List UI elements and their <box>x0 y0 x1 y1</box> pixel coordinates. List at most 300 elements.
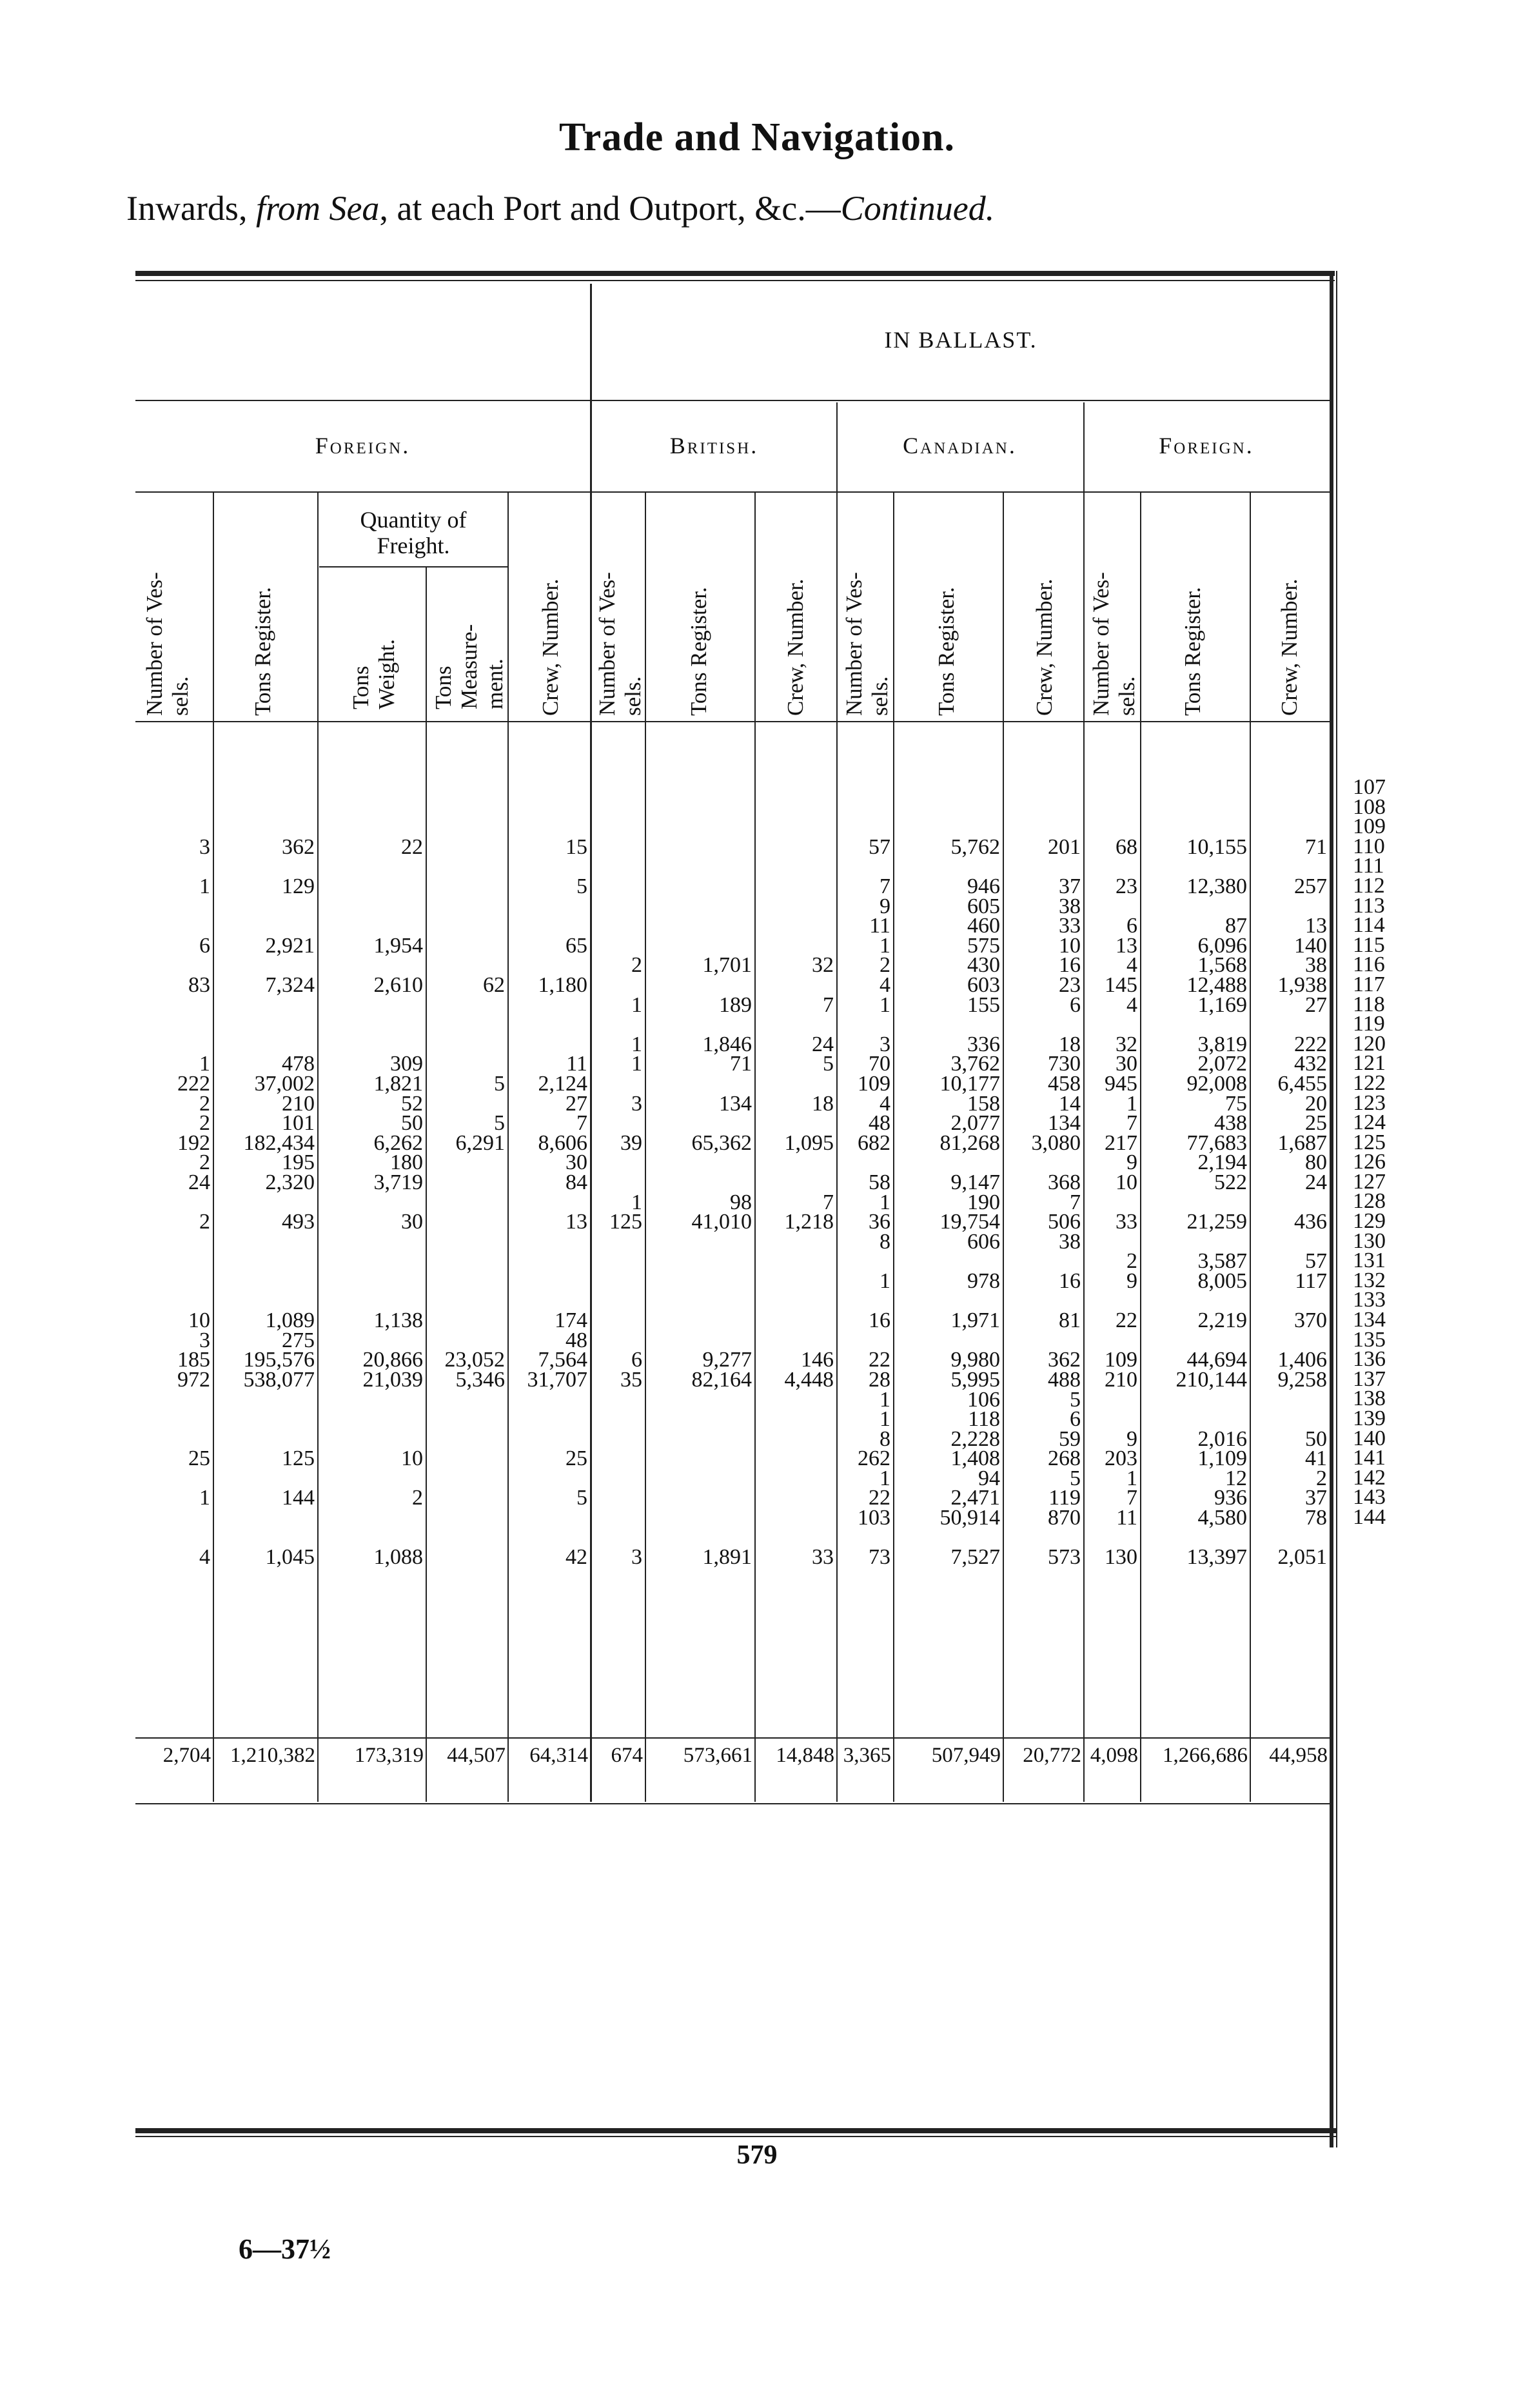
table-cell: 195,576 <box>243 1348 315 1372</box>
total-cell: 507,949 <box>931 1743 1001 1767</box>
table-cell <box>319 916 427 936</box>
table-cell: 58 <box>869 1170 890 1194</box>
table-cell: 8,606 <box>538 1130 587 1155</box>
row-number: 140 <box>1353 1426 1386 1450</box>
table-cell <box>427 1272 509 1292</box>
table-cell: 109 <box>858 1072 890 1096</box>
table-cell: 2 <box>1316 1466 1327 1490</box>
table-row <box>132 1252 1331 1272</box>
table-cell: 158 <box>967 1091 1000 1116</box>
table-cell <box>509 995 591 1015</box>
row-number: 142 <box>1353 1465 1386 1490</box>
table-cell: 432 <box>1294 1052 1327 1076</box>
row-number: 135 <box>1353 1327 1386 1352</box>
table-cell: 4 <box>199 1545 210 1570</box>
table-cell: 210 <box>1105 1367 1137 1392</box>
row-number: 118 <box>1353 992 1385 1016</box>
table-cell: 6,291 <box>455 1130 505 1155</box>
table-cell <box>591 1390 646 1410</box>
table-cell: 3,762 <box>950 1052 1000 1076</box>
table-cell: 32 <box>812 953 834 978</box>
table-cell <box>646 1232 756 1252</box>
table-cell: 275 <box>282 1328 315 1352</box>
table-cell: 257 <box>1294 874 1327 899</box>
row-number: 138 <box>1353 1387 1386 1411</box>
table-cell <box>132 1252 214 1272</box>
subtitle-prefix: Inwards, <box>126 189 256 228</box>
table-cell: 50 <box>401 1111 423 1136</box>
table-cell <box>427 1212 509 1232</box>
table-cell: 370 <box>1294 1308 1327 1333</box>
table-cell <box>214 896 319 916</box>
table-cell <box>591 916 646 936</box>
table-cell: 682 <box>858 1130 890 1155</box>
table-cell: 9 <box>1126 1268 1137 1293</box>
row-number: 113 <box>1353 893 1385 918</box>
table-cell: 4,448 <box>784 1367 834 1392</box>
table-cell <box>427 995 509 1015</box>
table-cell: 606 <box>967 1229 1000 1254</box>
total-cell: 573,661 <box>683 1743 752 1767</box>
freight-rule <box>319 566 507 567</box>
row-number: 121 <box>1353 1051 1386 1076</box>
table-cell <box>838 818 894 838</box>
table-cell: 978 <box>967 1268 1000 1293</box>
row-number: 129 <box>1353 1209 1386 1234</box>
table-cell <box>1251 818 1331 838</box>
table-cell: 1,088 <box>373 1545 423 1570</box>
table-cell <box>427 1449 509 1469</box>
table-cell: 2 <box>199 1111 210 1136</box>
total-cell: 64,314 <box>529 1743 588 1767</box>
table-cell: 37,002 <box>254 1072 315 1096</box>
table-cell <box>591 1291 646 1311</box>
table-cell: 33 <box>1059 914 1081 938</box>
table-cell: 98 <box>730 1190 752 1214</box>
table-cell: 460 <box>967 914 1000 938</box>
table-cell: 19,754 <box>939 1210 1000 1234</box>
table-cell: 1 <box>631 1032 642 1056</box>
table-cell: 2,610 <box>373 973 423 998</box>
table-cell <box>427 838 509 858</box>
table-cell <box>756 1390 838 1410</box>
table-cell: 268 <box>1048 1446 1081 1471</box>
row-number: 133 <box>1353 1288 1386 1312</box>
table-cell: 23,052 <box>444 1348 505 1372</box>
table-cell: 106 <box>967 1387 1000 1412</box>
table-cell: 5,995 <box>950 1367 1000 1392</box>
table-cell <box>427 1232 509 1252</box>
table-cell: 9 <box>1126 1426 1137 1451</box>
table-cell: 2,124 <box>538 1072 587 1096</box>
table-cell: 5,346 <box>455 1367 505 1392</box>
table-cell: 9,147 <box>950 1170 1000 1194</box>
table-cell <box>1141 1410 1251 1430</box>
table-cell <box>1251 1015 1331 1035</box>
row-number: 141 <box>1353 1446 1386 1470</box>
table-cell <box>646 1429 756 1449</box>
table-cell: 28 <box>869 1367 890 1392</box>
table-cell: 13 <box>565 1210 587 1234</box>
table-cell: 30 <box>1116 1052 1137 1076</box>
table-cell <box>756 1311 838 1331</box>
col-label-crew: Crew, Number. <box>538 578 563 716</box>
table-cell: 7 <box>823 992 834 1017</box>
totals-bottom-rule <box>135 1803 1330 1804</box>
table-cell <box>894 1015 1004 1035</box>
table-cell <box>427 1390 509 1410</box>
row-number: 137 <box>1353 1367 1386 1391</box>
table-cell: 38 <box>1059 894 1081 918</box>
table-cell: 134 <box>1048 1111 1081 1136</box>
table-cell: 6 <box>1070 1407 1081 1432</box>
table-cell: 3 <box>631 1545 642 1570</box>
table-cell: 9 <box>1126 1150 1137 1175</box>
table-cell: 84 <box>565 1170 587 1194</box>
table-cell: 65,362 <box>691 1130 752 1155</box>
table-cell <box>427 1548 509 1568</box>
table-cell: 11 <box>1116 1506 1137 1530</box>
row-number: 125 <box>1353 1130 1386 1154</box>
table-cell: 201 <box>1048 834 1081 859</box>
table-cell: 222 <box>1294 1032 1327 1056</box>
table-cell: 1 <box>880 1268 890 1293</box>
table-cell: 1,891 <box>702 1545 752 1570</box>
table-cell: 5 <box>494 1072 505 1096</box>
table-cell: 2 <box>199 1210 210 1234</box>
table-cell <box>646 818 756 838</box>
table-cell: 3,819 <box>1197 1032 1247 1056</box>
table-cell: 1,701 <box>702 953 752 978</box>
row-number: 108 <box>1353 794 1386 819</box>
table-cell <box>1251 1410 1331 1430</box>
table-cell: 37 <box>1305 1486 1327 1510</box>
table-row <box>132 1449 1331 1469</box>
table-cell: 9,258 <box>1277 1367 1327 1392</box>
table-cell: 50,914 <box>939 1506 1000 1530</box>
table-cell: 3 <box>199 1328 210 1352</box>
col-label-tons-register-canadian: Tons Register. <box>934 587 959 716</box>
table-cell <box>509 1390 591 1410</box>
table-cell: 182,434 <box>243 1130 315 1155</box>
table-cell: 222 <box>177 1072 210 1096</box>
row-number: 144 <box>1353 1505 1386 1529</box>
totals-row <box>132 1741 1331 1770</box>
table-row <box>132 1232 1331 1252</box>
table-cell <box>214 818 319 838</box>
table-cell: 7 <box>1126 1111 1137 1136</box>
col-label-tons-register-british: Tons Register. <box>686 587 711 716</box>
signature-mark: 6—37½ <box>239 2233 331 2265</box>
table-cell <box>591 1469 646 1489</box>
totals-rule <box>135 1737 1330 1739</box>
table-row <box>132 1272 1331 1292</box>
table-cell: 185 <box>177 1348 210 1372</box>
table-cell: 2,921 <box>265 933 315 958</box>
table-cell <box>427 1173 509 1193</box>
table-cell: 13 <box>1116 933 1137 958</box>
table-cell <box>509 1272 591 1292</box>
data-table <box>132 818 1331 1568</box>
table-cell <box>591 1272 646 1292</box>
table-cell <box>427 877 509 897</box>
table-cell <box>427 1429 509 1449</box>
table-cell: 946 <box>967 874 1000 899</box>
table-cell: 3,719 <box>373 1170 423 1194</box>
table-cell: 2 <box>880 953 890 978</box>
table-cell <box>319 995 427 1015</box>
table-cell: 118 <box>968 1407 1000 1432</box>
canadian-section-header: Canadian. <box>903 433 1017 459</box>
table-cell <box>1004 818 1085 838</box>
table-cell <box>591 1153 646 1173</box>
table-cell <box>646 1291 756 1311</box>
table-cell <box>756 976 838 996</box>
table-cell <box>591 857 646 877</box>
table-cell: 2,471 <box>950 1486 1000 1510</box>
table-cell: 7 <box>1070 1190 1081 1214</box>
table-cell: 2,077 <box>950 1111 1000 1136</box>
table-cell: 5 <box>576 874 587 899</box>
total-cell: 1,210,382 <box>230 1743 315 1767</box>
table-cell: 144 <box>282 1486 315 1510</box>
table-cell <box>132 1508 214 1528</box>
col-label-vessels-foreign: Number of Ves- sels. <box>1088 572 1139 716</box>
foreign-ballast-section-header: Foreign. <box>1159 433 1254 459</box>
table-cell: 1 <box>1126 1466 1137 1490</box>
table-cell <box>509 1252 591 1272</box>
col-label-vessels-canadian: Number of Ves- sels. <box>841 572 892 716</box>
table-cell: 30 <box>565 1150 587 1175</box>
table-cell: 3,587 <box>1197 1249 1247 1274</box>
table-cell <box>591 838 646 858</box>
table-cell <box>756 1015 838 1035</box>
table-row <box>132 976 1331 996</box>
table-cell: 730 <box>1048 1052 1081 1076</box>
table-cell <box>132 916 214 936</box>
table-cell <box>756 1114 838 1134</box>
total-cell: 3,365 <box>843 1743 891 1767</box>
table-cell: 1 <box>1126 1091 1137 1116</box>
table-cell: 9 <box>880 894 890 918</box>
table-cell <box>756 1508 838 1528</box>
table-cell <box>427 1311 509 1331</box>
table-cell <box>427 1015 509 1035</box>
table-cell <box>591 818 646 838</box>
table-cell: 119 <box>1048 1486 1081 1510</box>
table-cell: 68 <box>1116 834 1137 859</box>
table-cell: 10,155 <box>1186 834 1247 859</box>
table-cell: 2,228 <box>950 1426 1000 1451</box>
table-cell: 2 <box>199 1150 210 1175</box>
table-cell <box>319 818 427 838</box>
table-cell <box>591 896 646 916</box>
table-cell: 573 <box>1048 1545 1081 1570</box>
table-cell: 11 <box>869 914 890 938</box>
row-number: 130 <box>1353 1229 1386 1253</box>
table-cell <box>427 1528 509 1548</box>
table-cell: 37 <box>1059 874 1081 899</box>
table-cell: 125 <box>282 1446 315 1471</box>
table-cell <box>894 818 1004 838</box>
table-cell: 81,268 <box>939 1130 1000 1155</box>
table-cell: 5 <box>1070 1387 1081 1412</box>
table-cell: 10 <box>188 1308 210 1333</box>
table-cell: 362 <box>1048 1348 1081 1372</box>
subtitle-italic: from Sea <box>255 189 380 228</box>
table-cell <box>756 896 838 916</box>
table-cell <box>646 1015 756 1035</box>
table-cell: 78 <box>1305 1506 1327 1530</box>
table-cell: 1,109 <box>1197 1446 1247 1471</box>
table-cell: 21,039 <box>362 1367 423 1392</box>
table-cell: 101 <box>282 1111 315 1136</box>
table-cell <box>509 1232 591 1252</box>
table-cell: 605 <box>967 894 1000 918</box>
table-cell: 9,980 <box>950 1348 1000 1372</box>
table-cell: 10 <box>1059 933 1081 958</box>
table-cell <box>427 1192 509 1212</box>
bottom-rule-thin <box>135 2136 1337 2137</box>
table-cell: 18 <box>812 1091 834 1116</box>
table-cell: 18 <box>1059 1032 1081 1056</box>
table-cell: 5 <box>823 1052 834 1076</box>
table-cell: 493 <box>282 1210 315 1234</box>
table-cell: 1,846 <box>702 1032 752 1056</box>
table-cell: 14 <box>1059 1091 1081 1116</box>
table-cell <box>214 1232 319 1252</box>
col-label-tons-register: Tons Register. <box>250 587 275 716</box>
table-cell: 10 <box>401 1446 423 1471</box>
table-cell <box>1085 1015 1141 1035</box>
table-row <box>132 916 1331 936</box>
table-cell: 23 <box>1059 973 1081 998</box>
row-number: 116 <box>1353 952 1385 977</box>
table-cell: 538,077 <box>243 1367 315 1392</box>
foreign-section-header: Foreign. <box>315 433 411 459</box>
table-cell: 478 <box>282 1052 315 1076</box>
table-cell: 362 <box>282 834 315 859</box>
row-number: 134 <box>1353 1308 1386 1332</box>
table-cell: 1,138 <box>373 1308 423 1333</box>
row-number: 112 <box>1353 873 1385 898</box>
table-cell <box>756 1449 838 1469</box>
col-label-vessels-british: Number of Ves- sels. <box>595 572 645 716</box>
table-cell <box>591 1114 646 1134</box>
right-border-outer <box>1336 271 1337 2147</box>
row-number: 126 <box>1353 1150 1386 1174</box>
table-cell: 27 <box>1305 992 1327 1017</box>
table-cell: 30 <box>401 1210 423 1234</box>
table-cell <box>646 1074 756 1094</box>
total-cell: 2,704 <box>162 1743 211 1767</box>
table-cell <box>214 1508 319 1528</box>
row-number: 127 <box>1353 1169 1386 1194</box>
table-cell: 41,010 <box>691 1210 752 1234</box>
table-cell <box>646 1272 756 1292</box>
table-cell: 262 <box>858 1446 890 1471</box>
table-cell: 27 <box>565 1091 587 1116</box>
table-cell: 870 <box>1048 1506 1081 1530</box>
table-cell <box>214 1015 319 1035</box>
table-cell: 2 <box>1126 1249 1137 1274</box>
row-number: 111 <box>1353 854 1384 878</box>
table-cell <box>591 1173 646 1193</box>
table-cell <box>591 1074 646 1094</box>
table-cell: 7,564 <box>538 1348 587 1372</box>
table-cell: 1 <box>631 1052 642 1076</box>
table-cell: 15 <box>565 834 587 859</box>
table-cell: 80 <box>1305 1150 1327 1175</box>
table-cell: 1,045 <box>265 1545 315 1570</box>
table-cell: 1 <box>880 1407 890 1432</box>
table-row <box>132 818 1331 838</box>
table-cell <box>132 818 214 838</box>
table-cell <box>427 1410 509 1430</box>
col-label-tons-measurement: Tons Measure- ment. <box>431 624 507 709</box>
table-cell <box>214 995 319 1015</box>
table-cell: 7 <box>576 1111 587 1136</box>
table-cell <box>756 1410 838 1430</box>
table-cell <box>756 877 838 897</box>
table-cell <box>509 818 591 838</box>
table-cell <box>319 1508 427 1528</box>
table-cell: 1,218 <box>784 1210 834 1234</box>
table-cell <box>591 1508 646 1528</box>
row-number: 136 <box>1353 1347 1386 1372</box>
table-cell: 368 <box>1048 1170 1081 1194</box>
table-row <box>132 1488 1331 1508</box>
table-cell: 73 <box>869 1545 890 1570</box>
table-cell: 12,380 <box>1186 874 1247 899</box>
row-number: 128 <box>1353 1189 1386 1214</box>
table-cell <box>214 916 319 936</box>
table-cell <box>591 1015 646 1035</box>
table-cell: 22 <box>1116 1308 1137 1333</box>
table-cell: 1,687 <box>1277 1130 1327 1155</box>
row-number: 114 <box>1353 913 1385 938</box>
table-cell <box>646 1114 756 1134</box>
top-rule-thin <box>135 280 1335 281</box>
table-cell <box>646 877 756 897</box>
table-row <box>132 1370 1331 1390</box>
table-cell: 50 <box>1305 1426 1327 1451</box>
table-cell: 4 <box>1126 953 1137 978</box>
table-cell <box>591 1410 646 1430</box>
table-cell <box>427 936 509 956</box>
table-row <box>132 1548 1331 1568</box>
total-cell: 44,958 <box>1269 1743 1328 1767</box>
table-cell <box>132 1410 214 1430</box>
table-cell <box>427 857 509 877</box>
table-row <box>132 1015 1331 1035</box>
table-cell: 3 <box>631 1091 642 1116</box>
table-cell <box>132 896 214 916</box>
row-number: 115 <box>1353 933 1385 957</box>
table-cell <box>591 877 646 897</box>
table-row <box>132 1074 1331 1094</box>
top-rule <box>135 271 1335 276</box>
table-cell: 4,580 <box>1197 1506 1247 1530</box>
col-label-crew-foreign: Crew, Number. <box>1277 578 1302 716</box>
table-cell: 22 <box>869 1348 890 1372</box>
table-cell: 488 <box>1048 1367 1081 1392</box>
table-cell <box>1004 1015 1085 1035</box>
table-cell: 33 <box>1116 1210 1137 1234</box>
table-cell: 2,194 <box>1197 1150 1247 1175</box>
table-row <box>132 1114 1331 1134</box>
table-cell <box>646 916 756 936</box>
